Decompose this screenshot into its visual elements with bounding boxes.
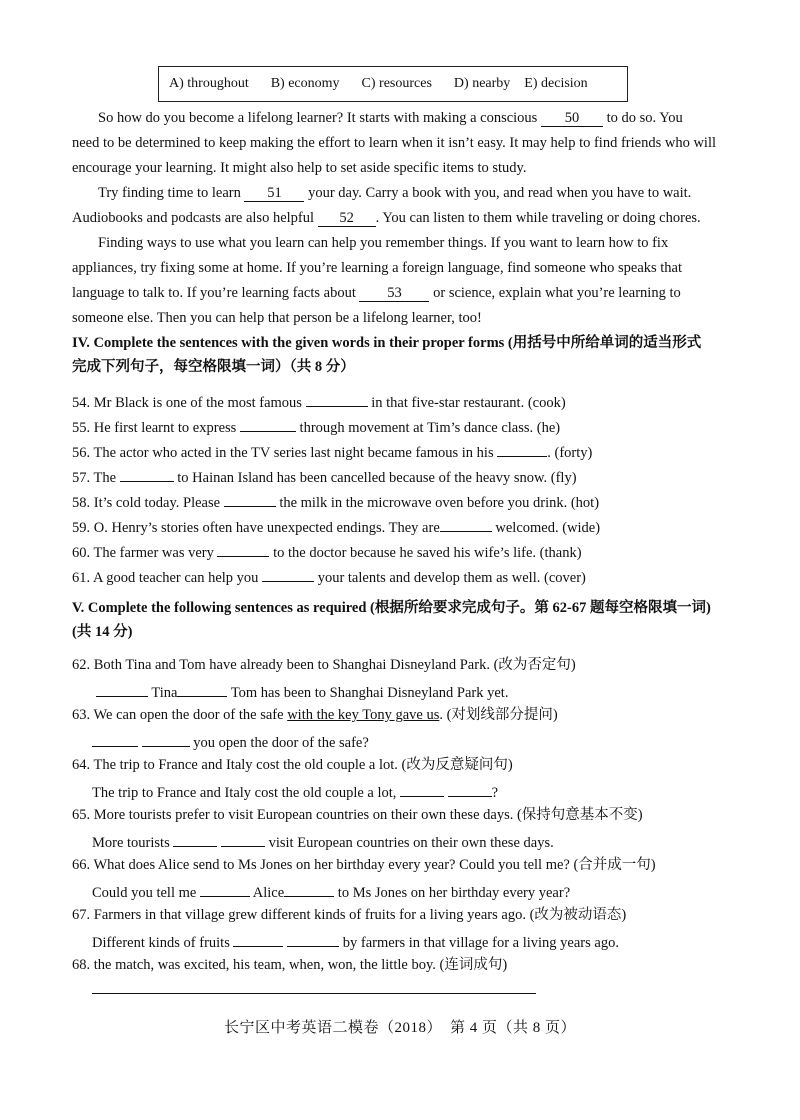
question-55: 55. He first learnt to express through movement at Tim’s dance class. (he) (72, 415, 560, 438)
answer-blank[interactable] (287, 930, 339, 947)
question-62: 62. Both Tina and Tom have already been to Shanghai Disneyland Park. (改为否定句) (72, 657, 576, 673)
answer-blank[interactable] (173, 830, 217, 847)
question-54: 54. Mr Black is one of the most famous in that five-star restaurant. (cook) (72, 390, 566, 413)
passage-line: So how do you become a lifelong learner? It starts with making a conscious 50 to do so. You (98, 110, 683, 126)
question-68: 68. the match, was excited, his team, when, won, the little boy. (连词成句) (72, 957, 508, 973)
question-66: 66. What does Alice send to Ms Jones on her birthday every year? Could you tell me? (合并成一句) (72, 857, 656, 873)
word-option: E) decision (524, 76, 588, 91)
word-option: D) nearby (453, 76, 511, 91)
answer-blank[interactable] (120, 465, 174, 482)
question-63: 63. We can open the door of the safe with the key Tony gave us. (对划线部分提问) (72, 707, 558, 723)
question-58: 58. It’s cold today. Please the milk in the microwave oven before you drink. (hot) (72, 490, 599, 513)
word-option: B) economy (270, 76, 340, 91)
answer-blank[interactable] (284, 880, 334, 897)
page-footer: 长宁区中考英语二模卷（2018） 第 4 页（共 8 页） (223, 1020, 576, 1036)
question-59: 59. O. Henry’s stories often have unexpected endings. They are welcomed. (wide) (72, 515, 600, 538)
answer-blank[interactable] (240, 415, 296, 432)
word-option: A) throughout (169, 76, 249, 91)
question-64-rewrite: The trip to France and Italy cost the old couple a lot, ? (92, 780, 498, 803)
answer-blank[interactable] (221, 830, 265, 847)
question-66-rewrite: Could you tell me Alice to Ms Jones on her birthday every year? (92, 880, 570, 903)
question-62-rewrite: Tina Tom has been to Shanghai Disneyland Park yet. (96, 680, 508, 703)
section-v-title-2: (共 14 分) (72, 624, 133, 640)
section-v-title: V. Complete the following sentences as required (根据所给要求完成句子。第 62-67 题每空格限填一词) (72, 600, 711, 616)
question-65-rewrite: More tourists visit European countries on their own these days. (92, 830, 554, 853)
answer-blank[interactable] (497, 440, 547, 457)
question-56: 56. The actor who acted in the TV series last night became famous in his . (forty) (72, 440, 592, 463)
passage-line: Try finding time to learn 51 your day. Carry a book with you, and read when you have to wait. (98, 185, 692, 201)
passage-line: language to talk to. If you’re learning facts about 53 or science, explain what you’re learning to (72, 285, 681, 301)
answer-blank[interactable] (224, 490, 276, 507)
section-iv-title: IV. Complete the sentences with the given words in their proper forms (用括号中所给单词的适当形式 (72, 335, 702, 351)
answer-blank[interactable] (142, 730, 190, 747)
answer-blank[interactable] (448, 780, 492, 797)
passage-line: Finding ways to use what you learn can help you remember things. If you want to learn how to fix (98, 235, 669, 251)
question-57: 57. The to Hainan Island has been cancelled because of the heavy snow. (fly) (72, 465, 577, 488)
blank-51[interactable]: 51 (244, 185, 304, 202)
question-67: 67. Farmers in that village grew different kinds of fruits for a living years ago. (改为被动语态) (72, 907, 627, 923)
blank-53[interactable]: 53 (359, 285, 429, 302)
answer-blank[interactable] (96, 680, 148, 697)
passage-line: encourage your learning. It might also help to set aside specific items to study. (72, 160, 527, 176)
blank-50[interactable]: 50 (541, 110, 603, 127)
passage-line: Audiobooks and podcasts are also helpful 52 . You can listen to them while traveling or doing chores. (72, 210, 701, 226)
passage-line: need to be determined to keep making the effort to learn when it isn’t easy. It may help to find friends who will (72, 135, 717, 151)
answer-blank[interactable] (400, 780, 444, 797)
underlined-phrase: with the key Tony gave us (287, 707, 440, 723)
question-60: 60. The farmer was very to the doctor because he saved his wife’s life. (thank) (72, 540, 582, 563)
answer-blank[interactable] (177, 680, 227, 697)
answer-blank[interactable] (440, 515, 492, 532)
section-iv-title-2: 完成下列句子，每空格限填一词）（共 8 分） (72, 359, 355, 375)
question-67-rewrite: Different kinds of fruits by farmers in that village for a living years ago. (92, 930, 619, 953)
answer-line-68[interactable] (92, 993, 536, 994)
answer-blank[interactable] (92, 730, 138, 747)
answer-blank[interactable] (262, 565, 314, 582)
answer-blank[interactable] (217, 540, 269, 557)
question-63-rewrite: you open the door of the safe? (92, 730, 369, 753)
passage-line: someone else. Then you can help that person be a lifelong learner, too! (72, 310, 482, 326)
passage-line: appliances, try fixing some at home. If you’re learning a foreign language, find someone who speaks that (72, 260, 683, 276)
blank-52[interactable]: 52 (318, 210, 376, 227)
answer-blank[interactable] (306, 390, 368, 407)
answer-blank[interactable] (233, 930, 283, 947)
answer-blank[interactable] (200, 880, 250, 897)
question-61: 61. A good teacher can help you your talents and develop them as well. (cover) (72, 565, 586, 588)
word-option: C) resources (361, 76, 432, 91)
question-65: 65. More tourists prefer to visit European countries on their own these days. (保持句意基本不变) (72, 807, 643, 823)
question-64: 64. The trip to France and Italy cost the old couple a lot. (改为反意疑问句) (72, 757, 513, 773)
word-bank-box (158, 66, 628, 102)
